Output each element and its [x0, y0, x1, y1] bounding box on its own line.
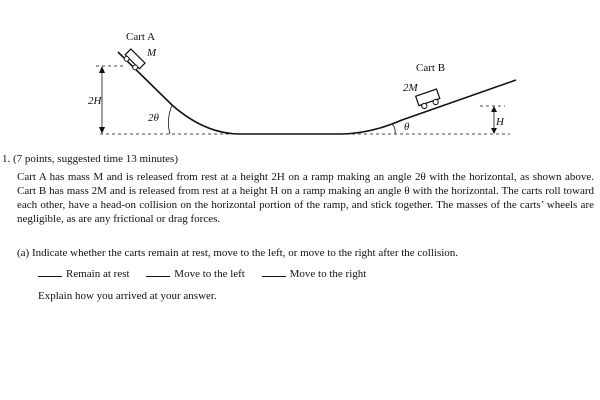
height-right-label: H [496, 116, 504, 128]
question-body: Cart A has mass M and is released from rest at a height 2H on a ramp making an angle 2θ with the horizontal, as shown above. Cart B has mass 2M and is released from rest at a height H on a ramp making an angle θ with the horizontal. The carts roll toward each other, have a head-on collision on the horizontal portion of the ramp, and stick together. The masses of the carts’ wheels are negligible, as are any frictional or drag forces. [17, 171, 594, 225]
blank-move-left[interactable] [146, 276, 170, 277]
option-move-right: Move to the right [289, 268, 367, 280]
blank-remain-at-rest[interactable] [38, 276, 62, 277]
angle-left-label: 2θ [148, 112, 159, 124]
cart-b-title: Cart B [416, 62, 446, 74]
cart-a-title: Cart A [126, 31, 156, 43]
cart-a [122, 49, 145, 72]
option-move-left: Move to the left [174, 268, 245, 280]
cart-b-mass: 2M [403, 82, 418, 94]
part-a-prompt: (a) Indicate whether the carts remain at rest, move to the left, or move to the right after the collision. [17, 247, 459, 259]
answer-options [17, 267, 587, 281]
explain-prompt: Explain how you arrived at your answer. [38, 290, 217, 302]
angle-right-label: θ [404, 121, 410, 133]
part-a [17, 246, 587, 303]
question-number-line: 1. (7 points, suggested time 13 minutes) [2, 153, 178, 165]
angle-right-arc [392, 124, 395, 134]
question-1 [2, 152, 596, 226]
blank-move-right[interactable] [262, 276, 286, 277]
angle-left-arc [168, 105, 172, 134]
option-remain-at-rest: Remain at rest [66, 268, 130, 280]
ramp-track [118, 52, 516, 134]
cart-a-mass: M [147, 47, 157, 59]
ramp-diagram [0, 0, 600, 150]
height-left-label: 2H [88, 95, 102, 107]
